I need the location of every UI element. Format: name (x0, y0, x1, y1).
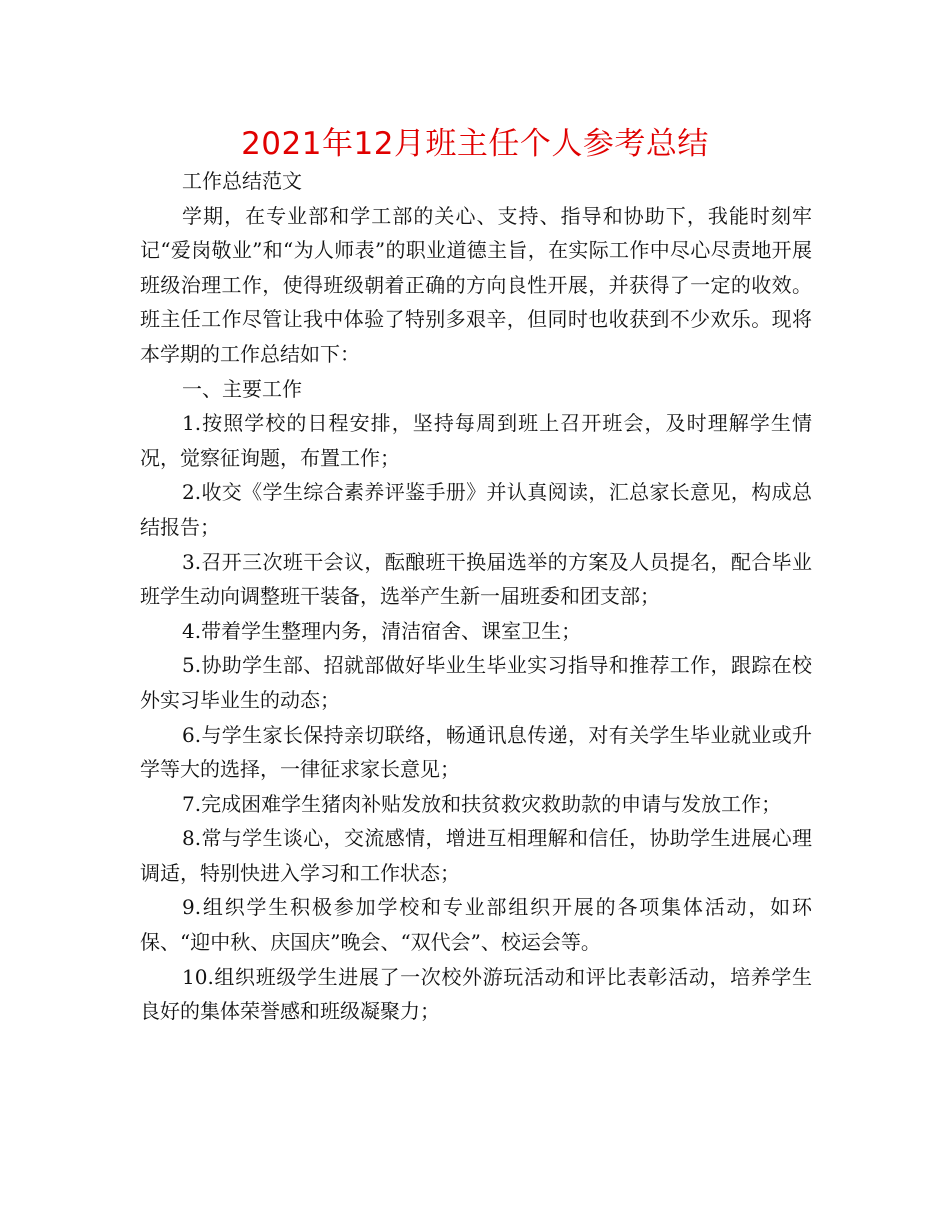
list-item: 1.按照学校的日程安排，坚持每周到班上召开班会，及时理解学生情况，觉察征询题，布置工作； (140, 411, 812, 470)
document-title: 2021年12月班主任个人参考总结 (241, 126, 709, 162)
list-item: 4.带着学生整理内务，清洁宿舍、课室卫生； (182, 618, 582, 643)
list-item: 10.组织班级学生进展了一次校外游玩活动和评比表彰活动，培养学生良好的集体荣誉感和班级凝聚力； (140, 964, 812, 1024)
paragraph: 工作总结范文 (182, 169, 302, 193)
list-item: 9.组织学生积极参加学校和专业部组织开展的各项集体活动，如环保、“迎中秋、庆国庆”晚会、“双代会”、校运会等。 (140, 895, 812, 955)
list-item: 2.收交《学生综合素养评鉴手册》并认真阅读，汇总家长意见，构成总结报告； (140, 480, 812, 539)
list-item: 8.常与学生谈心，交流感情，增进互相理解和信任，协助学生进展心理调适，特别快进入学习和工作状态； (140, 826, 812, 885)
list-item: 3.召开三次班干会议，酝酿班干换届选举的方案及人员提名，配合毕业班学生动向调整班干装备，选举产生新一届班委和团支部； (140, 549, 812, 609)
list-item: 5.协助学生部、招就部做好毕业生毕业实习指导和推荐工作，跟踪在校外实习毕业生的动态； (140, 653, 812, 712)
document-body (140, 164, 812, 1029)
list-item: 6.与学生家长保持亲切联络，畅通讯息传递，对有关学生毕业就业或升学等大的选择，一律征求家长意见； (140, 722, 812, 782)
paragraph: 学期，在专业部和学工部的关心、支持、指导和协助下，我能时刻牢记“爱岗敬业”和“为人师表”的职业道德主旨，在实际工作中尽心尽责地开展班级治理工作，使得班级朝着正确的方向良性开展，并获得了一定的收效。班主任工作尽管让我中体验了特别多艰辛，但同时也收获到不少欢乐。现将本学期的工作总结如下： (140, 203, 812, 366)
section-heading: 一、主要工作 (182, 376, 302, 401)
list-item: 7.完成困难学生猪肉补贴发放和扶贫救灾救助款的申请与发放工作； (182, 791, 782, 816)
